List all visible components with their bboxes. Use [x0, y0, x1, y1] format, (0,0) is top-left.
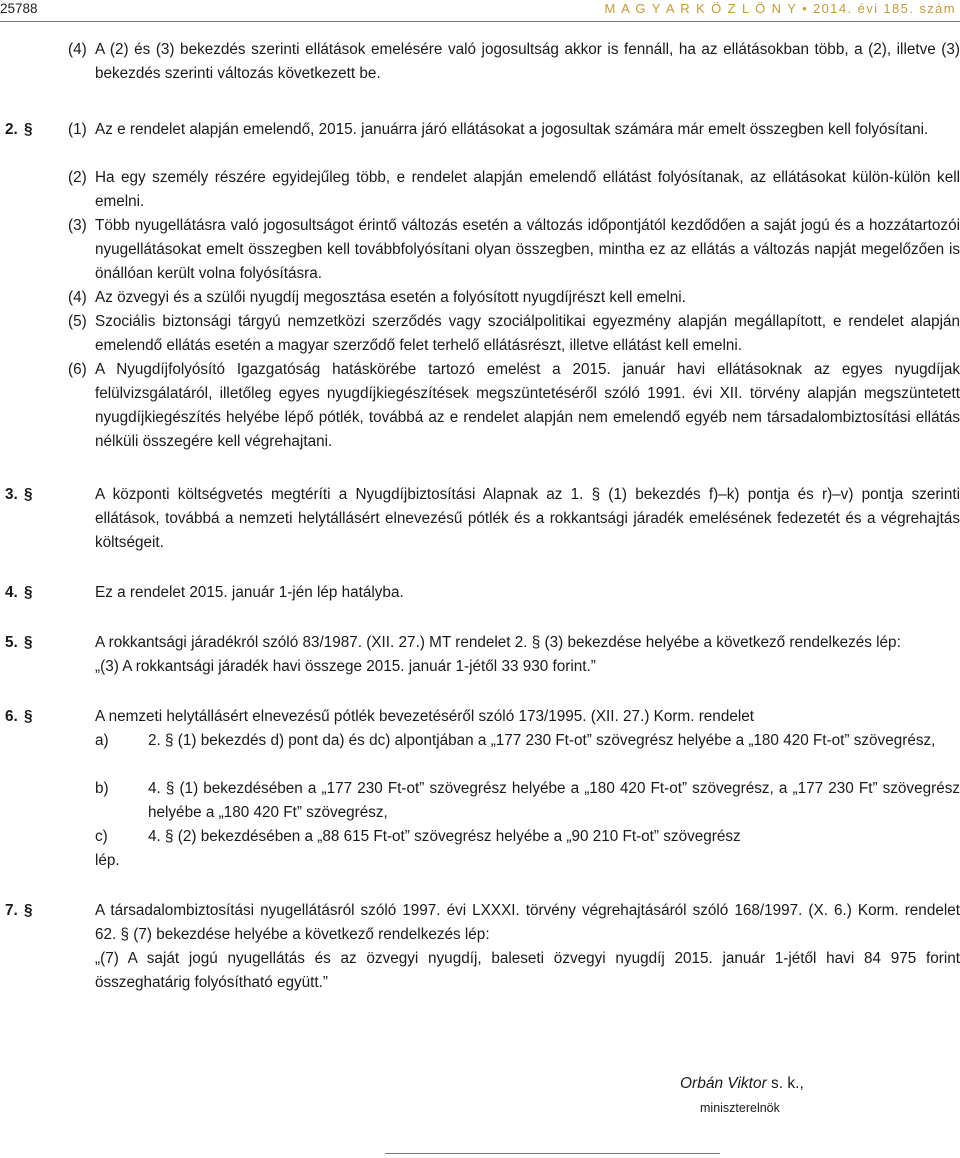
point-c: [0, 825, 960, 849]
section-2: [0, 118, 960, 454]
point-text: 4. § (2) bekezdésében a „88 615 Ft-ot” szövegrész helyébe a „90 210 Ft-ot” szövegrész: [148, 828, 741, 845]
section-text: A társadalombiztosítási nyugellátásról szóló 1997. évi LXXXI. törvény végrehajtásáról szóló 168/1997. (X. 6.) Korm. rendelet 62. § (7) bekezdése helyébe a következő rendelkezés lép:: [95, 902, 960, 943]
section-text: A nemzeti helytállásért elnevezésű pótlék bevezetéséről szóló 173/1995. (XII. 27.) Korm. rendelet: [95, 708, 754, 725]
paragraph-text: Az özvegyi és a szülői nyugdíj megosztása esetén a folyósított nyugdíjrészt kell emelni.: [95, 289, 686, 306]
point-text: 2. § (1) bekezdés d) pont da) és dc) alpontjában a „177 230 Ft-ot” szövegrész helyébe a „180 420 Ft-ot” szövegrész,: [148, 732, 936, 749]
paragraph-mark: (4): [68, 289, 87, 306]
section-sign: §: [24, 584, 33, 601]
paragraph-mark: (3): [68, 217, 87, 234]
section-text-block: [0, 705, 960, 729]
point-a: [0, 729, 960, 777]
signatory-suffix: s. k.,: [766, 1075, 804, 1092]
section-7: [0, 899, 960, 995]
point-text: 4. § (1) bekezdésében a „177 230 Ft-ot” szövegrész helyébe a „180 420 Ft-ot” szövegrész, a „177 230 Ft” szövegrész helyébe a „180 420 Ft” szövegrész,: [148, 780, 960, 821]
section-sign: §: [24, 902, 33, 919]
section-text: A központi költségvetés megtéríti a Nyugdíjbiztosítási Alapnak az 1. § (1) bekezdés f)–k) pontja és r)–v) pontja szerinti ellátások, továbbá a nemzeti helytállásért elnevezésű pótlék és a rokkantsági járadék emelésének fedezetét és a végrehajtás költségeit.: [95, 486, 960, 551]
section-3: [0, 483, 960, 555]
section-6: [0, 705, 960, 873]
section-number: 6.: [5, 708, 18, 725]
section-text-block: [0, 483, 960, 555]
section-tail-text: lép.: [95, 852, 120, 869]
section-5: [0, 631, 960, 679]
section-4: [0, 581, 960, 605]
paragraph-text: A (2) és (3) bekezdés szerinti ellátások emelésére való jogosultság akkor is fennáll, ha az ellátásokban több, a (2), illetve (3) bekezdés szerinti változás következett be.: [95, 41, 960, 82]
section-number: 7.: [5, 902, 18, 919]
section-text-block: [0, 899, 960, 995]
section-text-block: [0, 631, 960, 679]
paragraph-text: Ha egy személy részére egyidejűleg több, e rendelet alapján emelendő ellátást folyósítanak, az ellátásokat külön-külön kell emelni.: [95, 169, 960, 210]
amendment-quote: „(3) A rokkantsági járadék havi összege 2015. január 1-jétől 33 930 forint.”: [95, 658, 596, 675]
section-number: 5.: [5, 634, 18, 651]
point-mark: a): [95, 732, 109, 749]
paragraph-mark: (4): [68, 41, 87, 58]
paragraph-mark: (6): [68, 361, 87, 378]
point-b: [0, 777, 960, 825]
section-sign: §: [24, 708, 33, 725]
paragraph-text: Az e rendelet alapján emelendő, 2015. januárra járó ellátásokat a jogosultak számára már emelt összegben kell folyósítani.: [95, 121, 929, 138]
section-number: 4.: [5, 584, 18, 601]
paragraph-mark: (1): [68, 121, 87, 138]
section-number: 3.: [5, 486, 18, 503]
point-mark: c): [95, 828, 108, 845]
header-rule: [0, 21, 960, 22]
section-text: A rokkantsági járadékról szóló 83/1987. (XII. 27.) MT rendelet 2. § (3) bekezdése helyébe a következő rendelkezés lép:: [95, 634, 901, 651]
paragraph-text: Szociális biztonsági tárgyú nemzetközi szerződés vagy szociálpolitikai egyezmény alapján megállapított, e rendelet alapján emelendő ellátás esetén a magyar szerződő felet terhelő ellátásrészt, illetve ellátást kell emelni.: [95, 313, 960, 354]
paragraph-4-carryover: [0, 38, 960, 86]
footer-rule: [385, 1153, 720, 1154]
signatory-role: miniszterelnök: [700, 1101, 780, 1115]
section-sign: §: [24, 121, 33, 138]
section-text: Ez a rendelet 2015. január 1-jén lép hatályba.: [95, 584, 404, 601]
paragraph-mark: (2): [68, 169, 87, 186]
section-sign: §: [24, 486, 33, 503]
paragraph-2: [0, 166, 960, 214]
paragraph-6: [0, 358, 960, 454]
paragraph-5: [0, 310, 960, 358]
paragraph-text: Több nyugellátásra való jogosultságot érintő változás esetén a változás időpontjától kezdődően a saját jogú és a hozzátartozói nyugellátásokat emelt összegben kell továbbfolyósítani olyan összegben, mintha ez az ellátás a változás napját megelőzően is önállóan került volna folyósításra.: [95, 217, 960, 282]
journal-title: M A G Y A R K Ö Z L Ö N Y • 2014. évi 185. szám: [604, 1, 956, 16]
paragraph-mark: (5): [68, 313, 87, 330]
section-text-block: [0, 581, 960, 605]
page-number: 25788: [0, 1, 38, 16]
section-number: 2.: [5, 121, 18, 138]
section-sign: §: [24, 634, 33, 651]
document-body: [0, 38, 960, 995]
signature-block: [680, 1075, 804, 1115]
paragraph-1: [0, 118, 960, 166]
page-header: [0, 0, 960, 22]
amendment-quote: „(7) A saját jogú nyugellátás és az özvegyi nyugdíj, baleseti özvegyi nyugdíj 2015. január 1-jétől havi 84 975 forint összeghatárig folyósítható együtt.”: [95, 950, 960, 991]
signatory-name: Orbán Viktor: [680, 1075, 767, 1092]
point-mark: b): [95, 780, 109, 797]
paragraph-text: A Nyugdíjfolyósító Igazgatóság hatáskörébe tartozó emelést a 2015. január havi ellátásoknak az egyes nyugdíjak felülvizsgálatáról, illetőleg egyes nyugdíjkiegészítések megszüntetéséről szóló 1991. évi XII. törvény alapján megszüntetett nyugdíjkiegészítés helyébe lépő pótlék, továbbá az e rendelet alapján nem emelendő egyéb nem társadalombiztosítási ellátás nélküli összegére kell végrehajtani.: [95, 361, 960, 450]
paragraph-4: [0, 286, 960, 310]
section-tail: [0, 849, 960, 873]
paragraph-3: [0, 214, 960, 286]
